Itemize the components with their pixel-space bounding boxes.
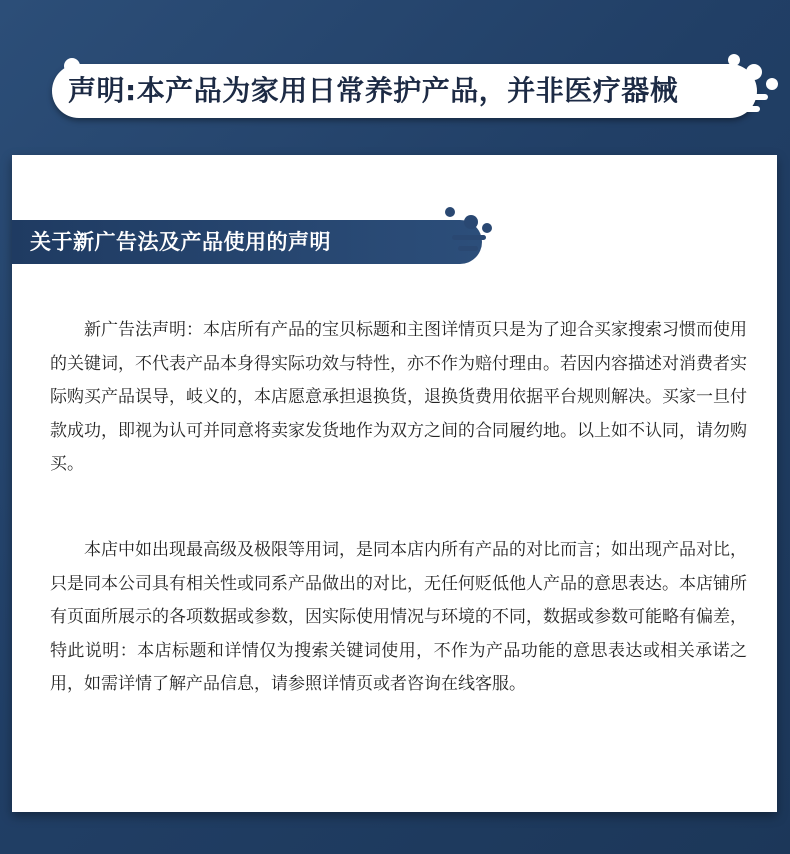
section-heading: 关于新广告法及产品使用的声明 <box>30 230 331 254</box>
cloud-decoration-icon <box>445 207 455 217</box>
cloud-decoration-icon <box>728 54 740 66</box>
wave-decoration <box>738 106 760 112</box>
wave-decoration <box>452 235 486 240</box>
cloud-decoration-icon <box>746 64 762 80</box>
disclaimer-pill <box>52 64 757 118</box>
wave-decoration <box>730 94 768 100</box>
wave-decoration <box>458 246 478 251</box>
section-header <box>12 220 482 264</box>
cloud-decoration-icon <box>64 58 80 74</box>
cloud-decoration-icon <box>464 215 478 229</box>
ad-law-statement-paragraph: 新广告法声明：本店所有产品的宝贝标题和主图详情页只是为了迎合买家搜索习惯而使用的关键词，不代表产品本身得实际功效与特性，亦不作为赔付理由。若因内容描述对消费者实际购买产品误导，岐义的，本店愿意承担退换货，退换货费用依据平台规则解决。买家一旦付款成功，即视为认可并同意将卖家发货地作为双方之间的合同履约地。以上如不认同，请勿购买。 <box>50 320 747 474</box>
superlative-terms-paragraph: 本店中如出现最高级及极限等用词，是同本店内所有产品的对比而言；如出现产品对比，只是同本公司具有相关性或同系产品做出的对比，无任何贬低他人产品的意思表达。本店铺所有页面所展示的各项数据或参数，因实际使用情况与环境的不同，数据或参数可能略有偏差，特此说明：本店标题和详情仅为搜索关键词使用，不作为产品功能的意思表达或相关承诺之用，如需详情了解产品信息，请参照详情页或者咨询在线客服。 <box>50 540 747 694</box>
statement-card <box>12 155 777 812</box>
disclaimer-banner <box>40 58 785 128</box>
cloud-decoration-icon <box>766 78 778 90</box>
disclaimer-title: 声明:本产品为家用日常养护产品，并非医疗器械 <box>68 74 679 107</box>
cloud-decoration-icon <box>482 223 492 233</box>
